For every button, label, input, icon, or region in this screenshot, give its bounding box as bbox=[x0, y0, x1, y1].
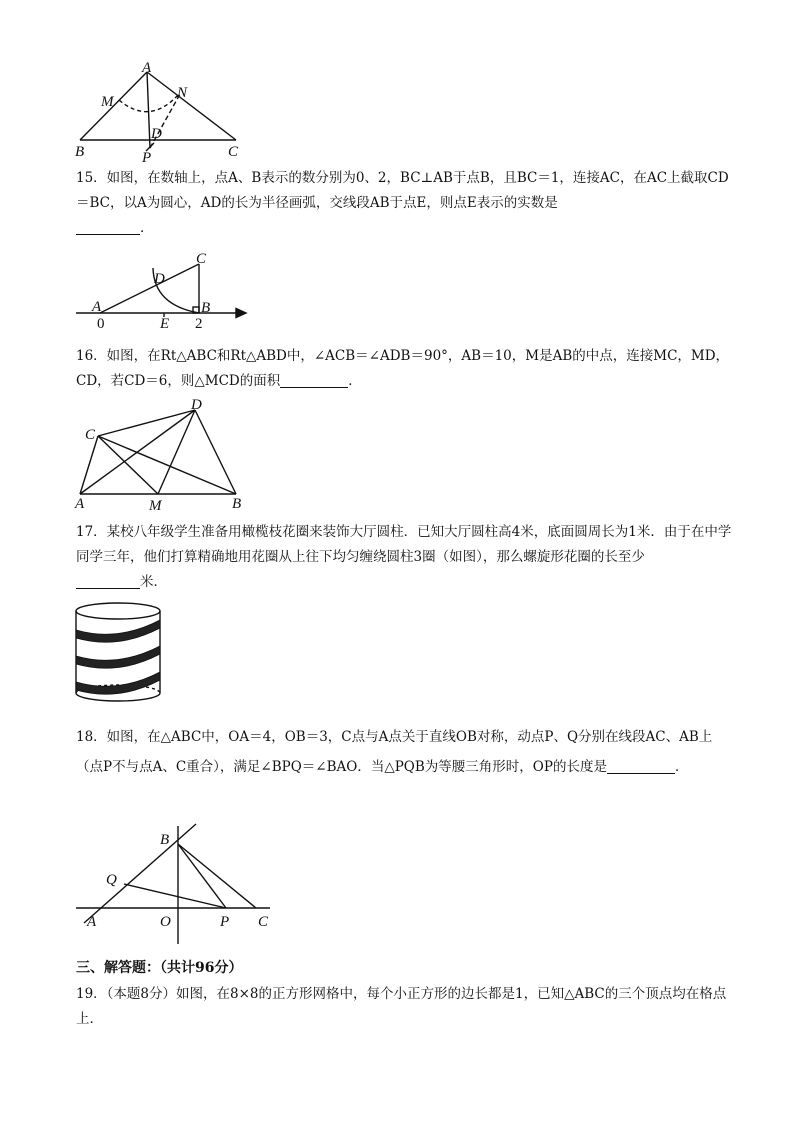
label-B: B bbox=[201, 300, 211, 316]
label-P: P bbox=[220, 914, 230, 930]
question-18-text: 18．如图，在△ABC中，OA＝4，OB＝3，C点与A点关于直线OB对称，动点P、Q分别在线段AC、AB上（点P不与点A、C重合），满足∠BPQ＝∠BAO．当△PQB为等腰三角形时，OP的长度是 bbox=[76, 729, 713, 775]
figure-q15-number-line bbox=[76, 250, 256, 332]
question-15-text: 15．如图，在数轴上，点A、B表示的数分别为0、2，BC⊥AB于点B，且BC＝1，连接AC，在AC上截取CD＝BC，以A为圆心，AD的长为半径画弧，交线段AB于点E，则点E表示的实数是 bbox=[76, 170, 729, 211]
label-E: E bbox=[160, 316, 170, 332]
answer-blank-18[interactable] bbox=[607, 758, 675, 774]
question-15 bbox=[76, 166, 736, 241]
section-heading-3: 三、解答题：（共计96分） bbox=[76, 960, 243, 976]
label-Q: Q bbox=[106, 872, 117, 888]
label-N: N bbox=[177, 85, 188, 101]
tick-0: 0 bbox=[97, 316, 105, 332]
question-16 bbox=[76, 344, 736, 394]
label-B: B bbox=[232, 496, 242, 512]
question-19-text: 19．（本题8分）如图，在8×8的正方形网格中，每个小正方形的边长都是1，已知△ABC的三个顶点均在格点上． bbox=[76, 986, 727, 1027]
question-15-end: ． bbox=[140, 220, 154, 236]
question-18-end: ． bbox=[674, 759, 689, 775]
label-D: D bbox=[191, 397, 202, 413]
label-P: P bbox=[142, 150, 152, 165]
label-D: D bbox=[151, 126, 162, 142]
answer-blank-15[interactable] bbox=[76, 219, 140, 235]
label-C: C bbox=[258, 914, 269, 930]
figure-q14 bbox=[70, 60, 270, 165]
label-D: D bbox=[154, 271, 165, 287]
label-A: A bbox=[142, 60, 152, 76]
label-B: B bbox=[160, 832, 170, 848]
question-16-text: 16．如图，在Rt△ABC和Rt△ABD中，∠ACB＝∠ADB＝90°，AB＝10，M是AB的中点，连接MC，MD，CD，若CD＝6，则△MCD的面积 bbox=[76, 348, 730, 389]
label-M: M bbox=[101, 94, 114, 110]
label-B: B bbox=[75, 144, 85, 160]
tick-2: 2 bbox=[195, 316, 203, 332]
figure-q17-cylinder bbox=[72, 600, 168, 710]
label-O: O bbox=[160, 914, 171, 930]
label-A: A bbox=[87, 914, 97, 930]
question-16-end: ． bbox=[348, 373, 362, 389]
label-A: A bbox=[92, 299, 102, 315]
label-C: C bbox=[196, 251, 207, 267]
question-17-end: 米． bbox=[140, 574, 167, 590]
question-18 bbox=[76, 722, 736, 782]
question-17-text: 17．某校八年级学生准备用橄榄枝花圈来装饰大厅圆柱．已知大厅圆柱高4米，底面圆周长为1米．由于在中学同学三年，他们打算精确地用花圈从上往下均匀缠绕圆柱3圈（如图），那么螺旋形花圈的长至少 bbox=[76, 524, 732, 565]
answer-blank-17[interactable] bbox=[76, 573, 140, 589]
label-A: A bbox=[75, 496, 85, 512]
figure-q16 bbox=[72, 394, 258, 514]
question-19 bbox=[76, 982, 736, 1032]
label-C: C bbox=[228, 144, 239, 160]
answer-blank-16[interactable] bbox=[280, 372, 348, 388]
label-M: M bbox=[149, 498, 162, 514]
label-C: C bbox=[85, 427, 96, 443]
question-17 bbox=[76, 520, 736, 595]
figure-q18 bbox=[74, 822, 280, 948]
